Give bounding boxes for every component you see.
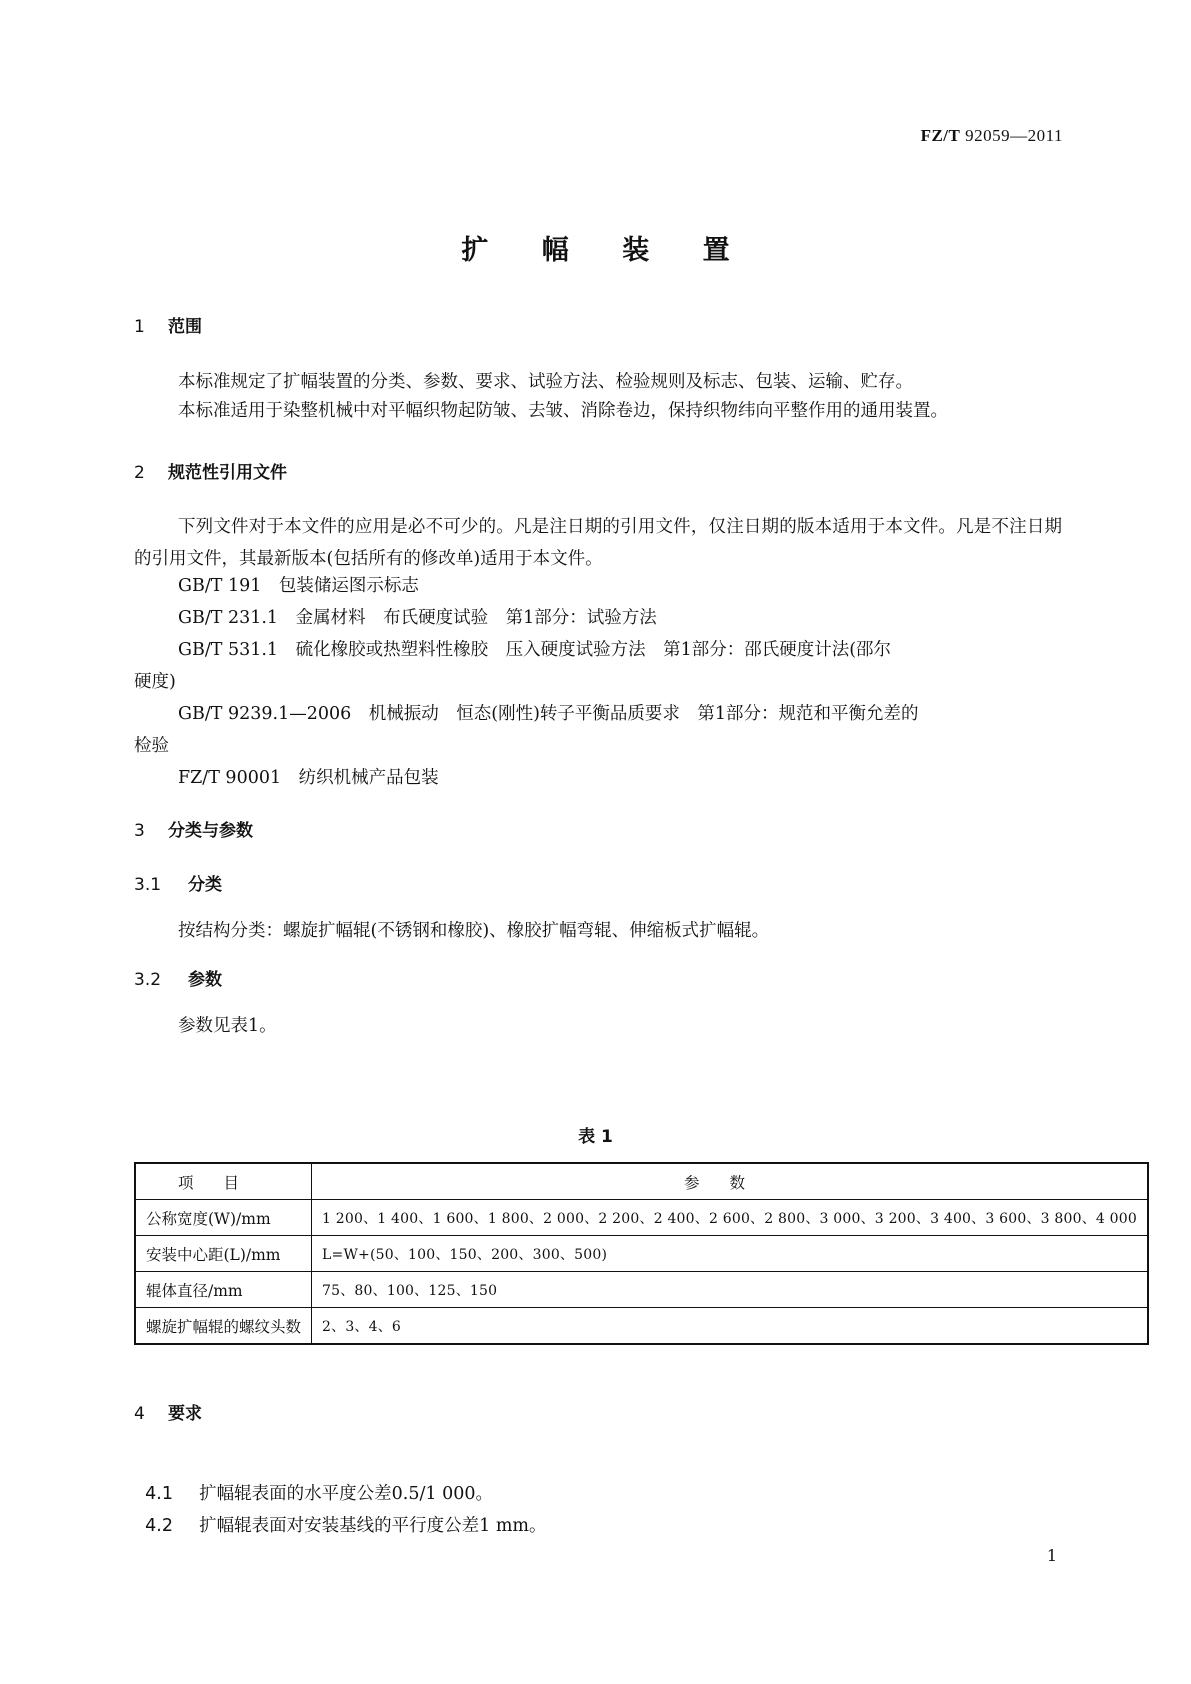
requirement-text: 扩幅辊表面对安装基线的平行度公差1 mm。: [199, 1516, 547, 1536]
reference-item: GB/T 231.1 金属材料 布氏硬度试验 第1部分：试验方法: [178, 608, 657, 628]
table-row: [135, 1272, 1148, 1308]
reference-item: GB/T 191 包装储运图示标志: [178, 576, 419, 596]
paragraph: 按结构分类：螺旋扩幅辊(不锈钢和橡胶)、橡胶扩幅弯辊、伸缩板式扩幅辊。: [178, 921, 770, 941]
reference-item: FZ/T 90001 纺织机械产品包装: [178, 768, 439, 788]
table-row: [135, 1308, 1148, 1345]
section-title: 要求: [168, 1404, 202, 1424]
paragraph: 参数见表1。: [178, 1016, 277, 1036]
subsection-number: 3.2: [134, 970, 162, 990]
parameters-table: [134, 1162, 1149, 1345]
section-2-heading: [134, 458, 287, 483]
reference-item-continued: 硬度): [134, 672, 176, 692]
table-cell: L=W+(50、100、150、200、300、500): [312, 1236, 1149, 1272]
table-cell: 75、80、100、125、150: [312, 1272, 1149, 1308]
requirement-item: [134, 1492, 547, 1537]
column-header: 参数: [312, 1163, 1149, 1200]
reference-item: GB/T 9239.1—2006 机械振动 恒态(刚性)转子平衡品质要求 第1部分：规范和平衡允差的: [178, 704, 919, 724]
requirement-number: 4.2: [145, 1516, 173, 1536]
table-cell: 2、3、4、6: [312, 1308, 1149, 1345]
reference-item: GB/T 531.1 硫化橡胶或热塑料性橡胶 压入硬度试验方法 第1部分：邵氏硬度计法(邵尔: [178, 640, 892, 660]
standard-code: [921, 126, 1063, 146]
section-3-heading: [134, 816, 253, 841]
section-title: 规范性引用文件: [168, 463, 287, 483]
standard-code-prefix: FZ/T: [920, 126, 961, 145]
subsection-3-1-heading: [134, 870, 222, 895]
column-header: 项目: [135, 1163, 312, 1200]
subsection-number: 3.1: [134, 875, 162, 895]
page-number: 1: [1046, 1546, 1057, 1565]
paragraph: 下列文件对于本文件的应用是必不可少的。凡是注日期的引用文件，仅注日期的版本适用于本文件。凡是不注日期的引用文件，其最新版本(包括所有的修改单)适用于本文件。: [134, 517, 1062, 569]
table-cell: 1 200、1 400、1 600、1 800、2 000、2 200、2 400、2 600、2 800、3 000、3 200、3 400、3 600、3 800、4 000: [312, 1200, 1149, 1236]
section-number: 3: [134, 821, 145, 841]
table-header-row: [135, 1163, 1148, 1200]
section-number: 1: [134, 317, 145, 337]
requirement-number: 4.1: [145, 1484, 173, 1504]
table-cell: 公称宽度(W)/mm: [135, 1200, 312, 1236]
paragraph: 本标准适用于染整机械中对平幅织物起防皱、去皱、消除卷边，保持织物纬向平整作用的通用装置。: [178, 401, 948, 421]
section-number: 2: [134, 463, 145, 483]
table-cell: 螺旋扩幅辊的螺纹头数: [135, 1308, 312, 1345]
table-row: [135, 1200, 1148, 1236]
standard-code-number: 92059—2011: [965, 126, 1063, 145]
section-title: 分类与参数: [168, 821, 253, 841]
table-row: [135, 1236, 1148, 1272]
paragraph: 本标准规定了扩幅装置的分类、参数、要求、试验方法、检验规则及标志、包装、运输、贮存。: [178, 372, 913, 392]
section-title: 范围: [168, 317, 202, 337]
section-4-heading: [134, 1399, 202, 1424]
subsection-title: 分类: [188, 875, 222, 895]
document-title: 扩 幅 装 置: [461, 235, 752, 266]
requirement-text: 扩幅辊表面的水平度公差0.5/1 000。: [199, 1484, 493, 1504]
reference-item-continued: 检验: [134, 736, 169, 756]
section-number: 4: [134, 1404, 145, 1424]
table-cell: 安装中心距(L)/mm: [135, 1236, 312, 1272]
subsection-3-2-heading: [134, 965, 222, 990]
table-title: 表 1: [578, 1127, 613, 1147]
section-1-heading: [134, 312, 202, 337]
subsection-title: 参数: [188, 970, 222, 990]
table-cell: 辊体直径/mm: [135, 1272, 312, 1308]
